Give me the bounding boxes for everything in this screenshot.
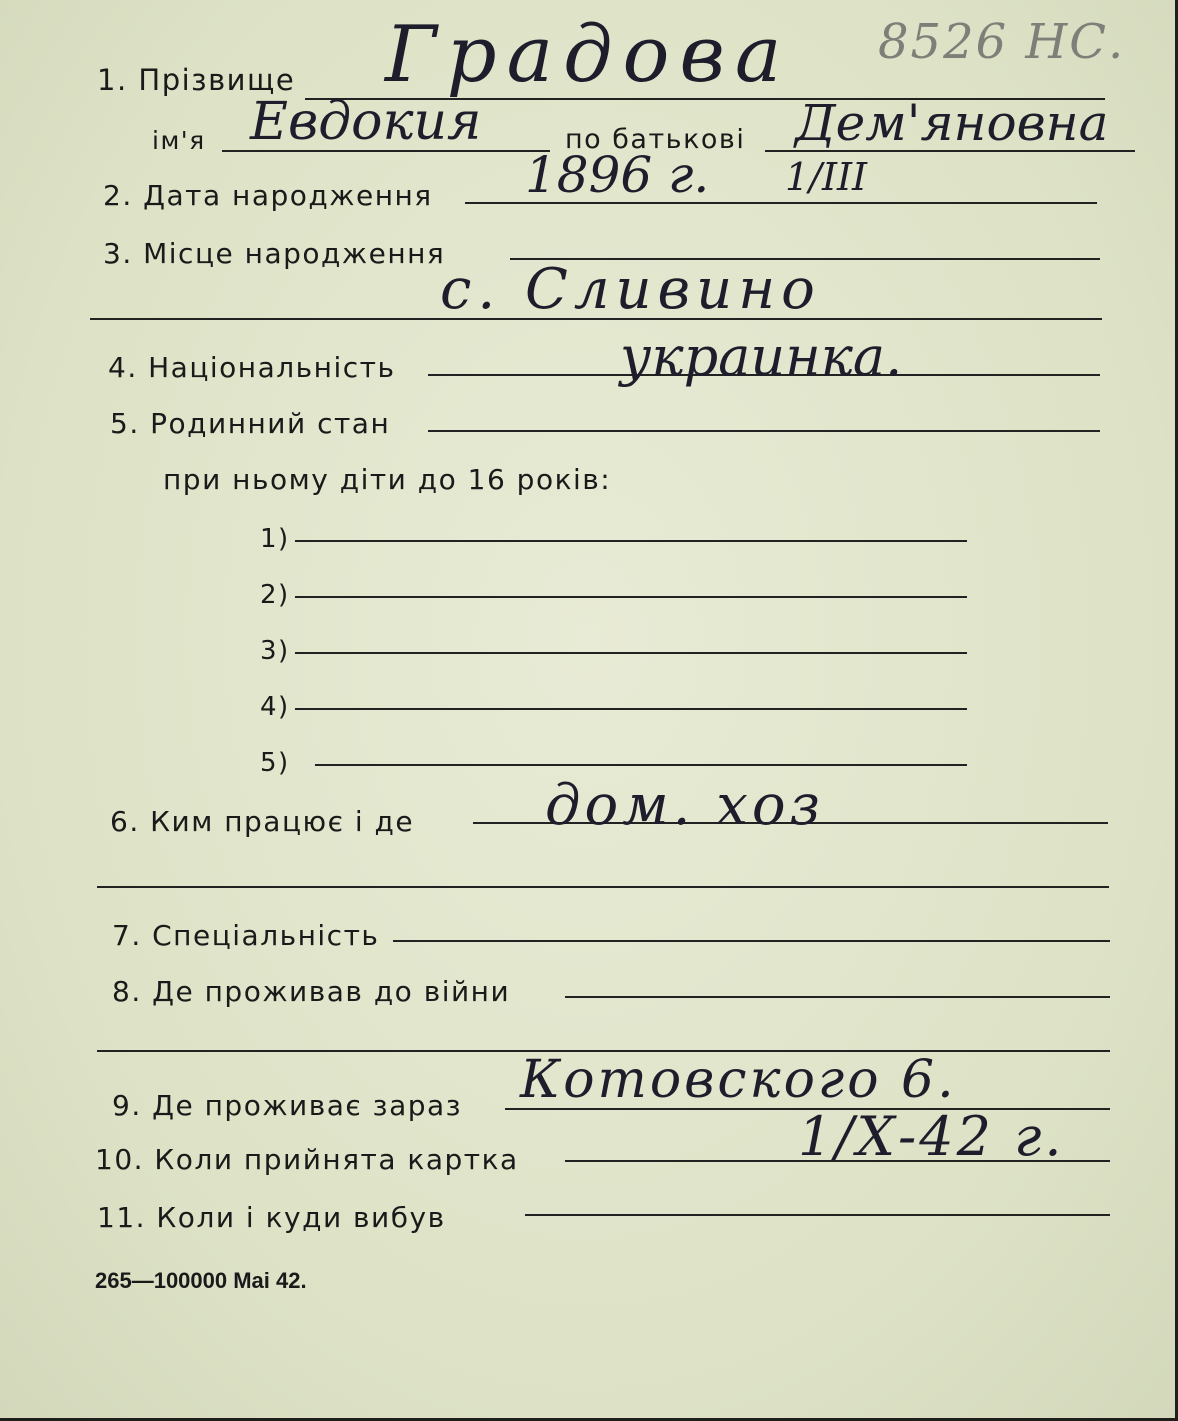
child-number: 4) [260, 692, 290, 722]
prewar-residence-line [565, 996, 1110, 998]
card-accepted-value: 1/Х-42 г. [798, 1105, 1065, 1168]
work-label: 6. Ким працює і де [110, 805, 415, 838]
current-residence-label: 9. Де проживає зараз [112, 1089, 463, 1122]
work-line-2 [97, 886, 1109, 888]
child-line [295, 652, 967, 654]
print-run-note: 265—100000 Mai 42. [95, 1268, 307, 1293]
departed-line [525, 1214, 1110, 1216]
child-line [315, 764, 967, 766]
birth-date-value: 1896 г. [525, 146, 710, 204]
birth-place-label: 3. Місце народження [103, 237, 446, 270]
specialty-label: 7. Спеціальність [112, 919, 380, 952]
child-line [295, 708, 967, 710]
family-status-label: 5. Родинний стан [110, 407, 391, 440]
child-number: 1) [260, 524, 290, 554]
child-line [295, 540, 967, 542]
prewar-residence-label: 8. Де проживав до війни [112, 975, 511, 1008]
surname-label: 1. Прізвище [97, 63, 296, 97]
birth-place-value: с. Сливино [440, 257, 821, 322]
child-number: 3) [260, 636, 290, 666]
name-label: ім'я [152, 126, 206, 155]
child-number: 2) [260, 580, 290, 610]
child-number: 5) [260, 748, 290, 778]
current-residence-value: Котовского 6. [520, 1050, 957, 1110]
children-label: при ньому діти до 16 років: [163, 463, 612, 496]
child-line [295, 596, 967, 598]
archive-number: 8526 НС. [878, 14, 1126, 70]
nationality-label: 4. Національність [108, 351, 396, 384]
card-accepted-label: 10. Коли прийнята картка [95, 1143, 519, 1176]
birth-place-line-2 [90, 318, 1102, 320]
surname-value: Градова [385, 10, 792, 100]
patronymic-label: по батькові [565, 124, 746, 155]
specialty-line [393, 940, 1110, 942]
birth-date-extra: 1/III [785, 155, 868, 199]
departed-label: 11. Коли і куди вибув [97, 1201, 446, 1234]
patronymic-value: Дем'яновна [795, 94, 1109, 152]
name-value: Евдокия [250, 92, 482, 152]
work-value: дом. хоз [545, 773, 825, 838]
nationality-value: украинка. [620, 325, 903, 388]
birth-date-label: 2. Дата народження [103, 179, 433, 212]
family-status-line [428, 430, 1100, 432]
